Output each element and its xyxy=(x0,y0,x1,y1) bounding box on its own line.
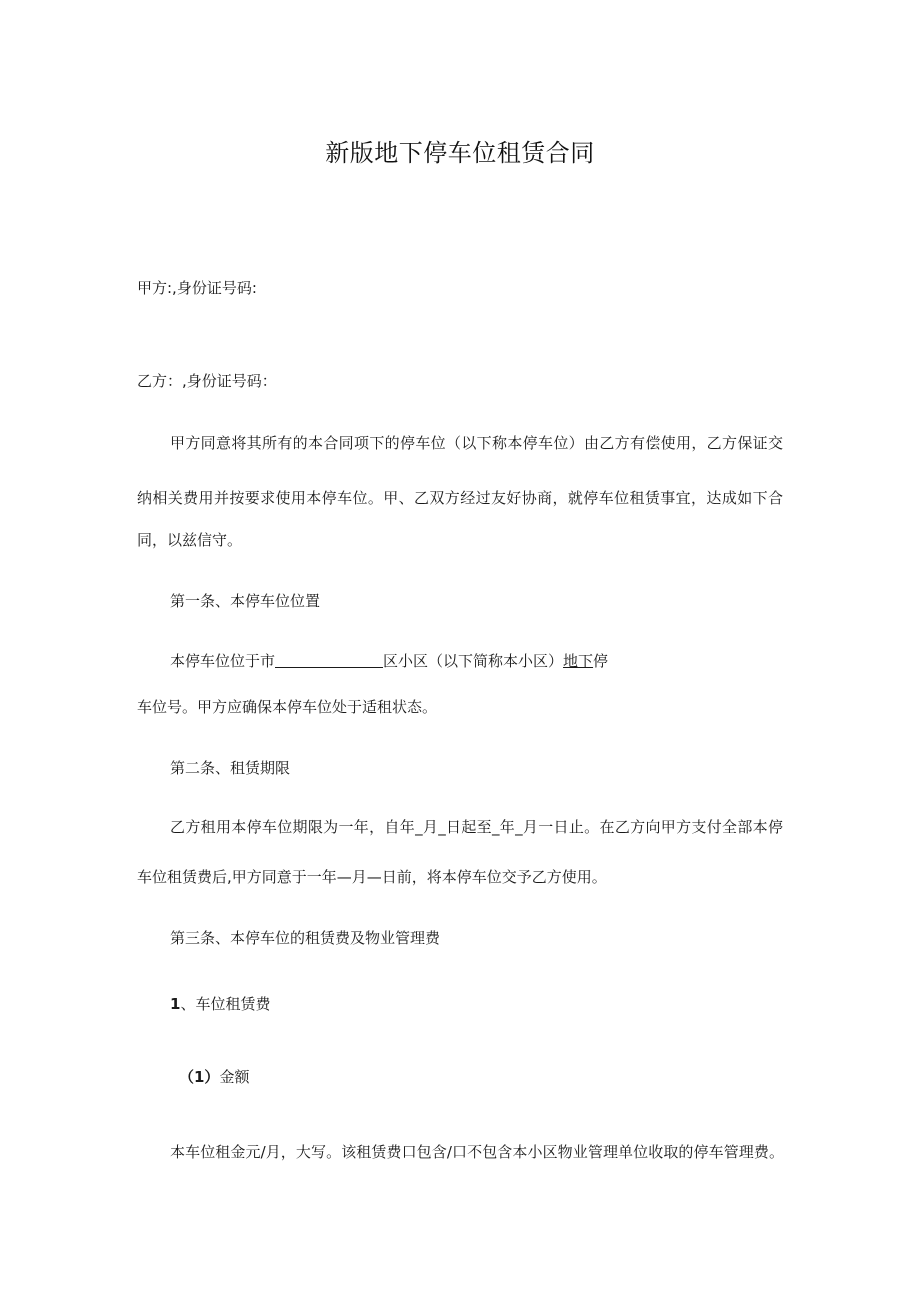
sub1-number: （1） xyxy=(179,1068,220,1086)
item1-line xyxy=(170,993,270,1015)
item1-number: 1 xyxy=(170,995,181,1013)
intro-line-2: 纳相关费用并按要求使用本停车位。甲、乙双方经过友好协商，就停车位租赁事宜，达成如下合 xyxy=(137,489,783,507)
intro-line-1: 甲方同意将其所有的本合同项下的停车位（以下称本停车位）由乙方有偿使用，乙方保证交 xyxy=(170,434,783,452)
article2-heading: 第二条、租赁期限 xyxy=(170,759,291,777)
article1-suffix: 停 xyxy=(593,652,609,670)
party-b-line: 乙方：,身份证号码： xyxy=(137,372,277,390)
article1-heading: 第一条、本停车位位置 xyxy=(170,592,321,610)
intro-line-3: 同，以兹信守。 xyxy=(137,531,243,549)
article2-line-1: 乙方租用本停车位期限为一年，自年_月_日起至_年_月一日止。在乙方向甲方支付全部本停 xyxy=(170,818,783,836)
party-a-line: 甲方:,身份证号码: xyxy=(137,279,257,297)
article1-line-1 xyxy=(170,650,608,672)
document-title: 新版地下停车位租赁合同 xyxy=(325,139,595,167)
sub1-line xyxy=(179,1066,249,1088)
city-blank xyxy=(275,652,383,668)
sub1-label: 金额 xyxy=(219,1068,250,1086)
article1-underlined: 地下 xyxy=(563,652,594,670)
article2-line-2: 车位租赁费后,甲方同意于一年—月—日前，将本停车位交予乙方使用。 xyxy=(137,868,607,886)
item1-label: 、车位租赁费 xyxy=(180,995,271,1013)
article3-heading: 第三条、本停车位的租赁费及物业管理费 xyxy=(170,929,441,947)
article1-prefix: 本停车位位于市 xyxy=(170,652,276,670)
article1-middle: 区小区（以下简称本小区） xyxy=(383,652,564,670)
article1-line-2: 车位号。甲方应确保本停车位处于适租状态。 xyxy=(137,698,438,716)
amount-line: 本车位租金元/月，大写。该租赁费口包含/口不包含本小区物业管理单位收取的停车管理费。 xyxy=(170,1143,784,1161)
